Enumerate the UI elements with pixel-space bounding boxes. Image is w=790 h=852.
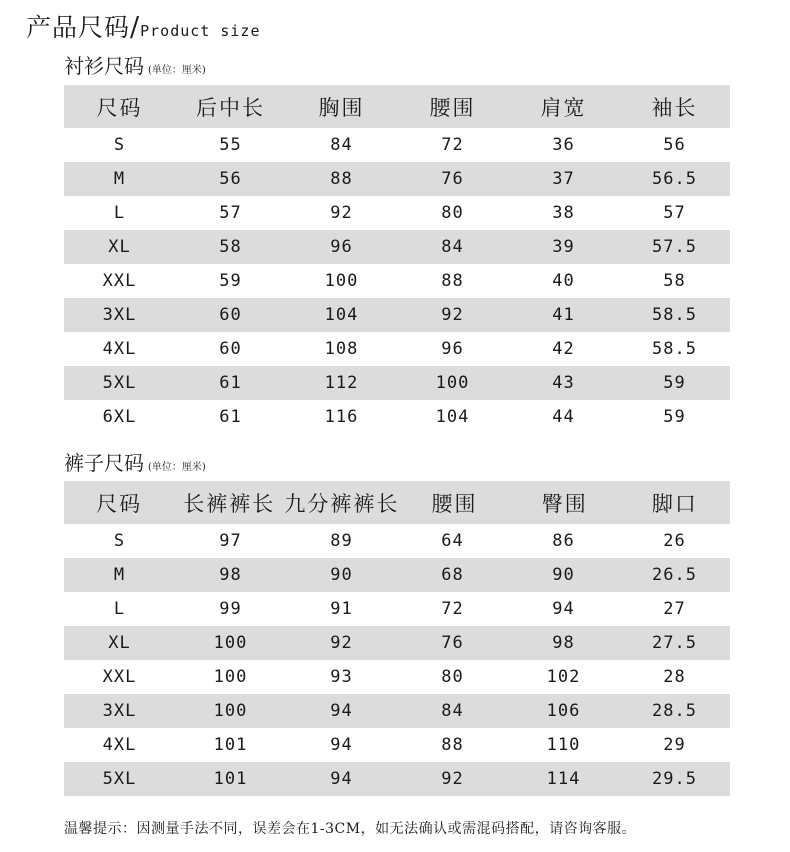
pants-table-cell: 97: [219, 531, 242, 551]
shirt-table-cell: 88: [441, 271, 464, 291]
pants-table-cell: 28: [663, 667, 686, 687]
shirt-table-cell: 58.5: [652, 339, 697, 359]
shirt-table-cell: 104: [324, 305, 359, 325]
pants-table-cell: 101: [213, 735, 248, 755]
shirt-table-cell: M: [113, 169, 126, 189]
pants-table-cell: 102: [546, 667, 581, 687]
shirt-table-cell: 112: [324, 373, 359, 393]
pants-header-cell: 腰围: [431, 491, 478, 516]
shirt-table-row: [64, 264, 730, 298]
shirt-table-row: [64, 366, 730, 400]
page-title-cn: 产品尺码: [26, 13, 131, 42]
shirt-table-cell: 59: [663, 407, 686, 427]
shirt-table-cell: 36: [552, 135, 575, 155]
shirt-table-row: [64, 400, 730, 434]
shirt-table-cell: 56: [663, 135, 686, 155]
shirt-header-cell: 腰围: [429, 95, 476, 120]
shirt-table-cell: 5XL: [102, 373, 137, 393]
pants-table-cell: M: [113, 565, 126, 585]
title-separator: /: [130, 12, 141, 43]
pants-table-cell: 84: [441, 701, 464, 721]
pants-table-cell: 101: [213, 769, 248, 789]
pants-table-row: [64, 660, 730, 694]
pants-table-cell: 100: [213, 667, 248, 687]
shirt-table-cell: 4XL: [102, 339, 137, 359]
shirt-table-cell: 57: [219, 203, 242, 223]
pants-table-row: [64, 728, 730, 762]
pants-table-cell: 27.5: [652, 633, 697, 653]
shirt-section-title: [64, 50, 206, 79]
pants-table-cell: 93: [330, 667, 353, 687]
pants-table-cell: 90: [330, 565, 353, 585]
pants-table-cell: 94: [330, 701, 353, 721]
pants-table-cell: 64: [441, 531, 464, 551]
shirt-table-cell: 96: [441, 339, 464, 359]
pants-size-table: [64, 481, 730, 796]
shirt-table-row: [64, 162, 730, 196]
shirt-table-cell: 108: [324, 339, 359, 359]
pants-table-cell: 88: [441, 735, 464, 755]
shirt-table-cell: 61: [219, 407, 242, 427]
shirt-table-cell: 100: [435, 373, 470, 393]
shirt-title: 衬衫尺码: [64, 54, 144, 78]
shirt-table-row: [64, 128, 730, 162]
shirt-header-cell: 后中长: [196, 95, 265, 120]
pants-table-cell: 100: [213, 633, 248, 653]
shirt-table-cell: 59: [663, 373, 686, 393]
pants-table-cell: 94: [552, 599, 575, 619]
shirt-table-cell: 88: [330, 169, 353, 189]
pants-table-cell: 100: [213, 701, 248, 721]
shirt-unit-note: (单位：厘米): [148, 65, 206, 76]
shirt-table-header: [64, 85, 730, 128]
shirt-table-cell: 58: [663, 271, 686, 291]
page-title: [26, 8, 261, 44]
pants-table-cell: 29.5: [652, 769, 697, 789]
pants-table-cell: XXL: [102, 667, 137, 687]
pants-header-cell: 脚口: [651, 491, 698, 516]
shirt-table-cell: 57.5: [652, 237, 697, 257]
shirt-header-cell: 肩宽: [540, 95, 587, 120]
pants-table-cell: 26.5: [652, 565, 697, 585]
pants-table-row: [64, 592, 730, 626]
pants-table-row: [64, 762, 730, 796]
shirt-header-cell: 尺码: [96, 95, 143, 120]
pants-section-title: [64, 447, 206, 476]
pants-table-cell: 80: [441, 667, 464, 687]
shirt-table-cell: 37: [552, 169, 575, 189]
pants-table-cell: 92: [330, 633, 353, 653]
pants-table-cell: 76: [441, 633, 464, 653]
pants-table-cell: L: [113, 599, 126, 619]
shirt-table-cell: 58.5: [652, 305, 697, 325]
shirt-table-cell: 57: [663, 203, 686, 223]
shirt-table-cell: XXL: [102, 271, 137, 291]
pants-table-cell: 98: [219, 565, 242, 585]
pants-table-cell: 90: [552, 565, 575, 585]
pants-table-cell: 86: [552, 531, 575, 551]
pants-table-cell: 98: [552, 633, 575, 653]
pants-table-cell: 27: [663, 599, 686, 619]
shirt-table-row: [64, 196, 730, 230]
pants-unit-note: (单位：厘米): [148, 462, 206, 473]
shirt-table-cell: 84: [330, 135, 353, 155]
shirt-table-row: [64, 298, 730, 332]
shirt-table-cell: 56: [219, 169, 242, 189]
shirt-table-cell: 38: [552, 203, 575, 223]
pants-table-cell: 92: [441, 769, 464, 789]
shirt-table-cell: 100: [324, 271, 359, 291]
pants-title: 裤子尺码: [64, 451, 144, 475]
shirt-table-cell: 116: [324, 407, 359, 427]
shirt-table-cell: 92: [330, 203, 353, 223]
shirt-table-cell: 80: [441, 203, 464, 223]
shirt-header-cell: 胸围: [318, 95, 365, 120]
shirt-table-cell: XL: [108, 237, 131, 257]
shirt-size-table: [64, 85, 730, 434]
shirt-table-cell: 44: [552, 407, 575, 427]
pants-table-row: [64, 524, 730, 558]
shirt-table-cell: 60: [219, 305, 242, 325]
shirt-table-cell: 40: [552, 271, 575, 291]
shirt-table-cell: 3XL: [102, 305, 137, 325]
pants-table-cell: 110: [546, 735, 581, 755]
pants-table-cell: 26: [663, 531, 686, 551]
shirt-table-cell: 76: [441, 169, 464, 189]
shirt-table-cell: 55: [219, 135, 242, 155]
shirt-table-cell: 59: [219, 271, 242, 291]
shirt-table-cell: 41: [552, 305, 575, 325]
shirt-table-cell: S: [113, 135, 126, 155]
pants-table-cell: 99: [219, 599, 242, 619]
shirt-table-row: [64, 332, 730, 366]
shirt-header-cell: 袖长: [651, 95, 698, 120]
pants-header-cell: 尺码: [96, 491, 143, 516]
pants-header-cell: 长裤裤长: [183, 491, 276, 516]
shirt-table-cell: 92: [441, 305, 464, 325]
shirt-table-cell: 58: [219, 237, 242, 257]
pants-header-cell: 臀围: [541, 491, 588, 516]
pants-table-cell: 114: [546, 769, 581, 789]
page-title-en: Product size: [140, 22, 261, 40]
pants-table-row: [64, 558, 730, 592]
shirt-table-row: [64, 230, 730, 264]
shirt-table-cell: 56.5: [652, 169, 697, 189]
shirt-table-cell: L: [113, 203, 126, 223]
pants-table-cell: 28.5: [652, 701, 697, 721]
pants-table-cell: 89: [330, 531, 353, 551]
pants-table-cell: 94: [330, 769, 353, 789]
shirt-table-cell: 42: [552, 339, 575, 359]
pants-table-cell: 72: [441, 599, 464, 619]
pants-table-cell: XL: [108, 633, 131, 653]
shirt-table-cell: 84: [441, 237, 464, 257]
pants-header-cell: 九分裤裤长: [284, 491, 400, 516]
footnote: 温馨提示：因测量手法不同，误差会在1-3CM，如无法确认或需混码搭配，请咨询客服。: [64, 821, 637, 837]
shirt-table-cell: 60: [219, 339, 242, 359]
pants-table-header: [64, 481, 730, 524]
pants-table-cell: 68: [441, 565, 464, 585]
shirt-table-cell: 61: [219, 373, 242, 393]
pants-table-cell: S: [113, 531, 126, 551]
shirt-table-cell: 72: [441, 135, 464, 155]
pants-table-cell: 5XL: [102, 769, 137, 789]
pants-table-cell: 4XL: [102, 735, 137, 755]
shirt-table-cell: 39: [552, 237, 575, 257]
shirt-table-cell: 104: [435, 407, 470, 427]
pants-table-cell: 29: [663, 735, 686, 755]
shirt-table-cell: 6XL: [102, 407, 137, 427]
pants-table-row: [64, 626, 730, 660]
pants-table-cell: 94: [330, 735, 353, 755]
shirt-table-cell: 96: [330, 237, 353, 257]
pants-table-row: [64, 694, 730, 728]
pants-table-cell: 106: [546, 701, 581, 721]
shirt-table-cell: 43: [552, 373, 575, 393]
pants-table-cell: 3XL: [102, 701, 137, 721]
pants-table-cell: 91: [330, 599, 353, 619]
